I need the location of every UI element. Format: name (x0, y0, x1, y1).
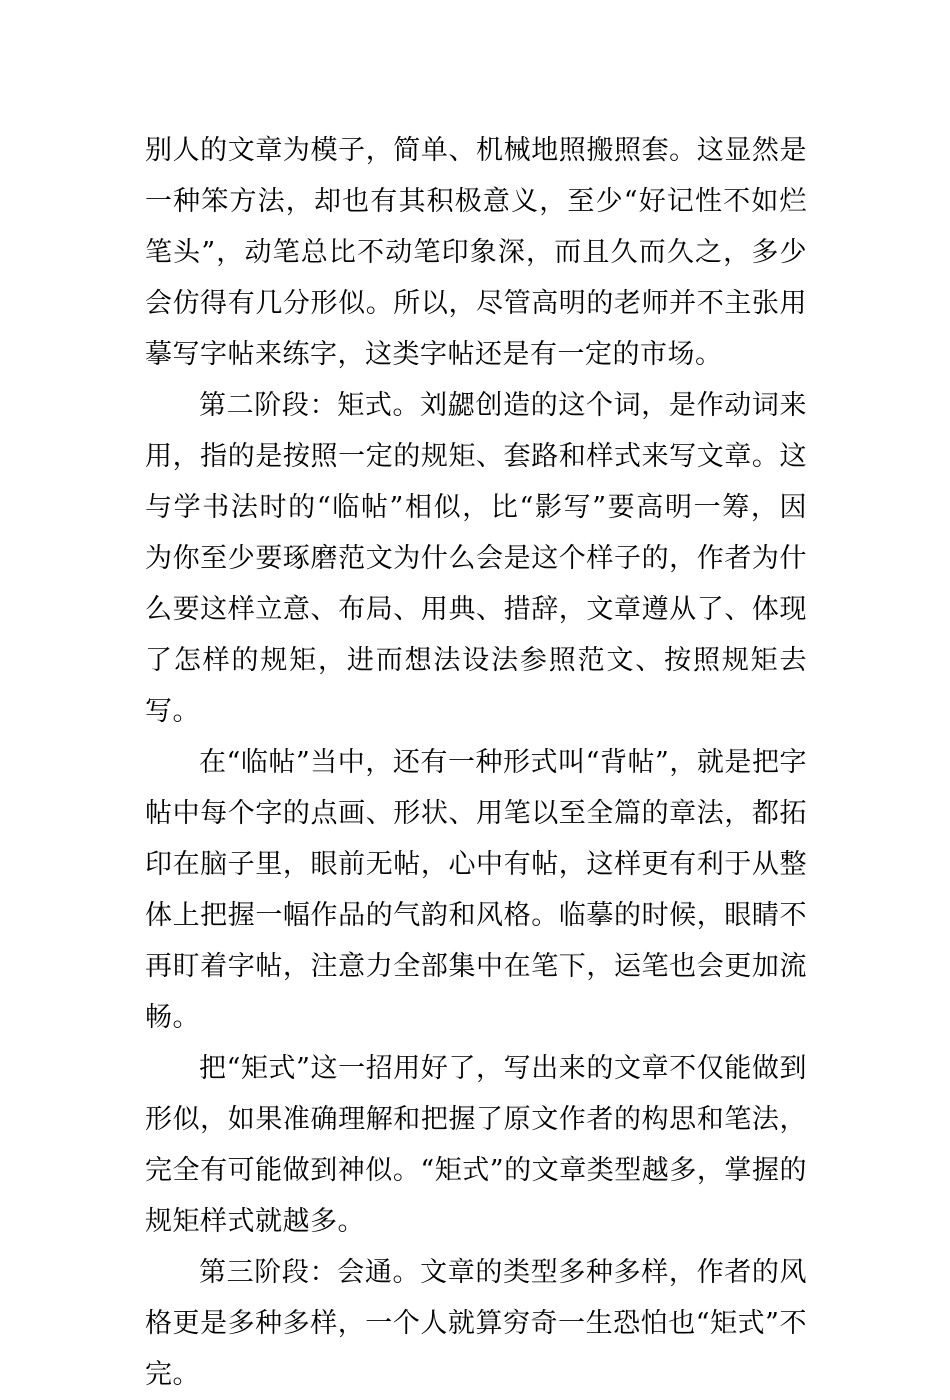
paragraph-form-imitation: 把“矩式”这一招用好了，写出来的文章不仅能做到形似，如果准确理解和把握了原文作者的构思和笔法，完全有可能做到神似。“矩式”的文章类型越多，掌握的规矩样式就越多。 (145, 1053, 807, 1237)
paragraph-back-copying: 在“临帖”当中，还有一种形式叫“背帖”，就是把字帖中每个字的点画、形状、用笔以至全篇的章法，都拓印在脑子里，眼前无帖，心中有帖，这样更有利于从整体上把握一幅作品的气韵和风格。临摹的时候，眼睛不再盯着字帖，注意力全部集中在笔下，运笔也会更加流畅。 (145, 747, 807, 1033)
paragraph-stage-three: 第三阶段：会通。文章的类型多种多样，作者的风格更是多种多样，一个人就算穷奇一生恐怕也“矩式”不完。 (145, 1257, 807, 1390)
paragraph-continuation: 别人的文章为模子，简单、机械地照搬照套。这显然是一种笨方法，却也有其积极意义，至少“好记性不如烂笔头”，动笔总比不动笔印象深，而且久而久之，多少会仿得有几分形似。所以，尽管高明的老师并不主张用摹写字帖来练字，这类字帖还是有一定的市场。 (145, 135, 807, 370)
document-page (145, 125, 807, 1400)
paragraph-stage-two: 第二阶段：矩式。刘勰创造的这个词，是作动词来用，指的是按照一定的规矩、套路和样式来写文章。这与学书法时的“临帖”相似，比“影写”要高明一筹，因为你至少要琢磨范文为什么会是这个样子的，作者为什么要这样立意、布局、用典、措辞，文章遵从了、体现了怎样的规矩，进而想法设法参照范文、按照规矩去写。 (145, 390, 807, 727)
